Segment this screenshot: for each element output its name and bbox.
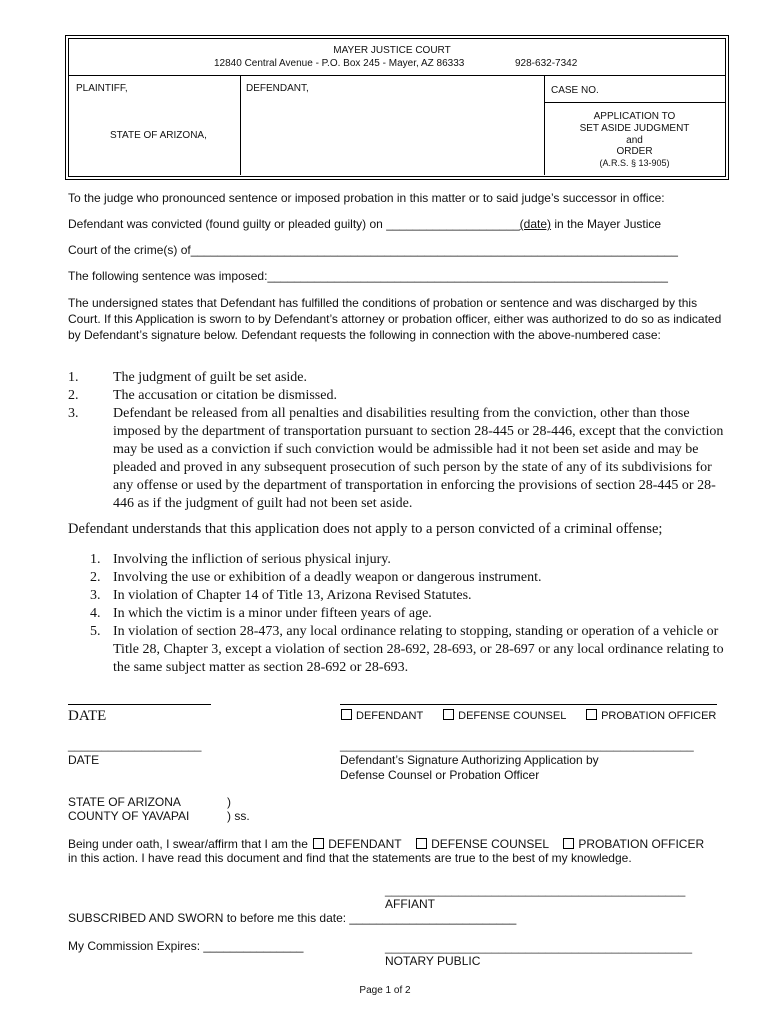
header-divider (68, 75, 725, 76)
statement-paragraph: The undersigned states that Defendant has fulfilled the conditions of probation or sentence and was discharged by this Court. If this Application is sworn to by Defendant’s attorney or probation officer, either was authorized to do so as indicated by Defendant’s signature below. Defendant requests the following in connection with the above-numbered case: (68, 296, 722, 342)
list-item (68, 405, 728, 513)
doc-statute: (A.R.S. § 13-905) (599, 158, 670, 168)
plaintiff-label: PLAINTIFF, (76, 83, 128, 94)
list-number: 3. (90, 588, 101, 603)
signer-options (341, 709, 716, 723)
oath-defendant-checkbox[interactable] (313, 838, 324, 849)
oath-probation-officer-checkbox[interactable] (563, 838, 574, 849)
plaintiff-value: STATE OF ARIZONA, (110, 130, 207, 141)
authorizing-signature-label-2: Defense Counsel or Probation Officer (340, 768, 540, 782)
oath-line-2: in this action. I have read this document and find that the statements are true to the best of my knowledge. (68, 851, 632, 865)
page-number: Page 1 of 2 (359, 985, 411, 996)
list-item (68, 551, 728, 569)
court-name: MAYER JUSTICE COURT (333, 45, 451, 56)
affiant-signature-underline[interactable]: _____________________________________________ (385, 883, 686, 897)
oath-opt-probation: PROBATION OFFICER (578, 837, 705, 851)
crimes-line: Court of the crime(s) of_________________________________________________________________________ (68, 243, 678, 257)
state-paren: ) (227, 795, 231, 809)
list-number: 1. (68, 370, 79, 385)
defendant-label: DEFENDANT, (246, 83, 309, 94)
date-hint: (date) (519, 217, 552, 231)
oath-text-a: Being under oath, I swear/affirm that I am the (68, 837, 308, 851)
date-signature-line[interactable] (68, 704, 211, 705)
list-item (68, 569, 728, 587)
opt-probation-label: PROBATION OFFICER (601, 710, 717, 722)
county-of-yavapai: COUNTY OF YAVAPAI (68, 809, 190, 823)
defense-counsel-checkbox[interactable] (443, 709, 454, 720)
doc-title-line-3: and (626, 135, 643, 146)
authorizing-signature-label-1: Defendant’s Signature Authorizing Application by (340, 753, 599, 767)
list-text: Defendant be released from all penalties and disabilities resulting from the conviction, other than those imposed by the department of transportation pursuant to section 28-445 or 28-446, except that the conviction may be used as a conviction if such conviction would be admissible had it not been set aside and may be pleaded and proved in any subsequent prosecution of such person by the state of any of its subdivisions for any offense or used by the department of transportation in enforcing the provisions of section 28-445 or 28-446 as if the judgment of guilt had not been set aside. (113, 406, 724, 511)
notary-public-label: NOTARY PUBLIC (385, 954, 481, 968)
authorizing-signature-underline[interactable]: _____________________________________________________ (340, 738, 694, 752)
understands-statement: Defendant understands that this application does not apply to a person convicted of a criminal offense; (68, 521, 663, 537)
affiant-label: AFFIANT (385, 897, 435, 911)
notary-signature-underline[interactable]: ______________________________________________ (385, 940, 692, 954)
opt-defense-label: DEFENSE COUNSEL (458, 710, 566, 722)
list-number: 2. (68, 388, 79, 403)
court-phone: 928-632-7342 (515, 58, 578, 69)
header-column-divider-1 (240, 75, 241, 175)
list-item (68, 623, 728, 677)
oath-opt-defendant: DEFENDANT (328, 837, 402, 851)
doc-title-line-4: ORDER (616, 146, 653, 157)
conviction-date-text: Defendant was convicted (found guilty or pleaded guilty) on ____________________ (68, 217, 520, 231)
opt-defendant-label: DEFENDANT (356, 710, 424, 722)
commission-expires-line: My Commission Expires: _______________ (68, 939, 304, 953)
list-text: Involving the use or exhibition of a deadly weapon or dangerous instrument. (113, 570, 542, 585)
list-number: 2. (90, 570, 101, 585)
list-item (68, 587, 728, 605)
doc-title-line-1: APPLICATION TO (593, 111, 676, 122)
intro-line-2 (68, 216, 661, 232)
state-of-arizona: STATE OF ARIZONA (68, 795, 181, 809)
case-no-divider (544, 102, 725, 103)
list-number: 4. (90, 606, 101, 621)
oath-defense-counsel-checkbox[interactable] (416, 838, 427, 849)
list-item (68, 605, 728, 623)
list-item (68, 387, 728, 405)
court-address: 12840 Central Avenue - P.O. Box 245 - Mayer, AZ 86333 (214, 58, 465, 69)
date-label-2: DATE (68, 753, 100, 767)
list-text: The accusation or citation be dismissed. (113, 388, 337, 403)
list-text: The judgment of guilt be set aside. (113, 370, 308, 385)
subscribed-sworn-line: SUBSCRIBED AND SWORN to before me this date: _________________________ (68, 911, 517, 925)
list-item (68, 369, 728, 387)
ss-label: ) ss. (227, 809, 250, 823)
intro-line-1: To the judge who pronounced sentence or imposed probation in this matter or to said judge’s successor in office: (68, 191, 665, 205)
date-underline-2[interactable]: ____________________ (68, 738, 202, 752)
sentence-line: The following sentence was imposed:____________________________________________________________ (68, 269, 668, 283)
list-text: In which the victim is a minor under fifteen years of age. (113, 606, 432, 621)
list-text: Involving the infliction of serious physical injury. (113, 552, 391, 567)
list-number: 3. (68, 406, 79, 421)
oath-opt-defense: DEFENSE COUNSEL (431, 837, 549, 851)
doc-title-line-2: SET ASIDE JUDGMENT (579, 123, 690, 134)
defendant-checkbox[interactable] (341, 709, 352, 720)
list-number: 1. (90, 552, 101, 567)
probation-officer-checkbox[interactable] (586, 709, 597, 720)
date-label-1: DATE (68, 708, 107, 724)
list-number: 5. (90, 624, 101, 639)
defendant-signature-line[interactable] (340, 704, 717, 705)
list-text: In violation of section 28-473, any local ordinance relating to stopping, standing or operation of a vehicle or Title 28, Chapter 3, except a violation of section 28-692, 28-693, or 28-697 or any local ordinance relating to the same subject matter as section 28-692 or 28-693. (113, 624, 724, 675)
requests-list (68, 369, 728, 513)
case-no-label: CASE NO. (551, 85, 599, 96)
list-text: In violation of Chapter 14 of Title 13, Arizona Revised Statutes. (113, 588, 472, 603)
exclusions-list (68, 551, 728, 677)
court-name-inline: in the Mayer Justice (551, 217, 662, 231)
